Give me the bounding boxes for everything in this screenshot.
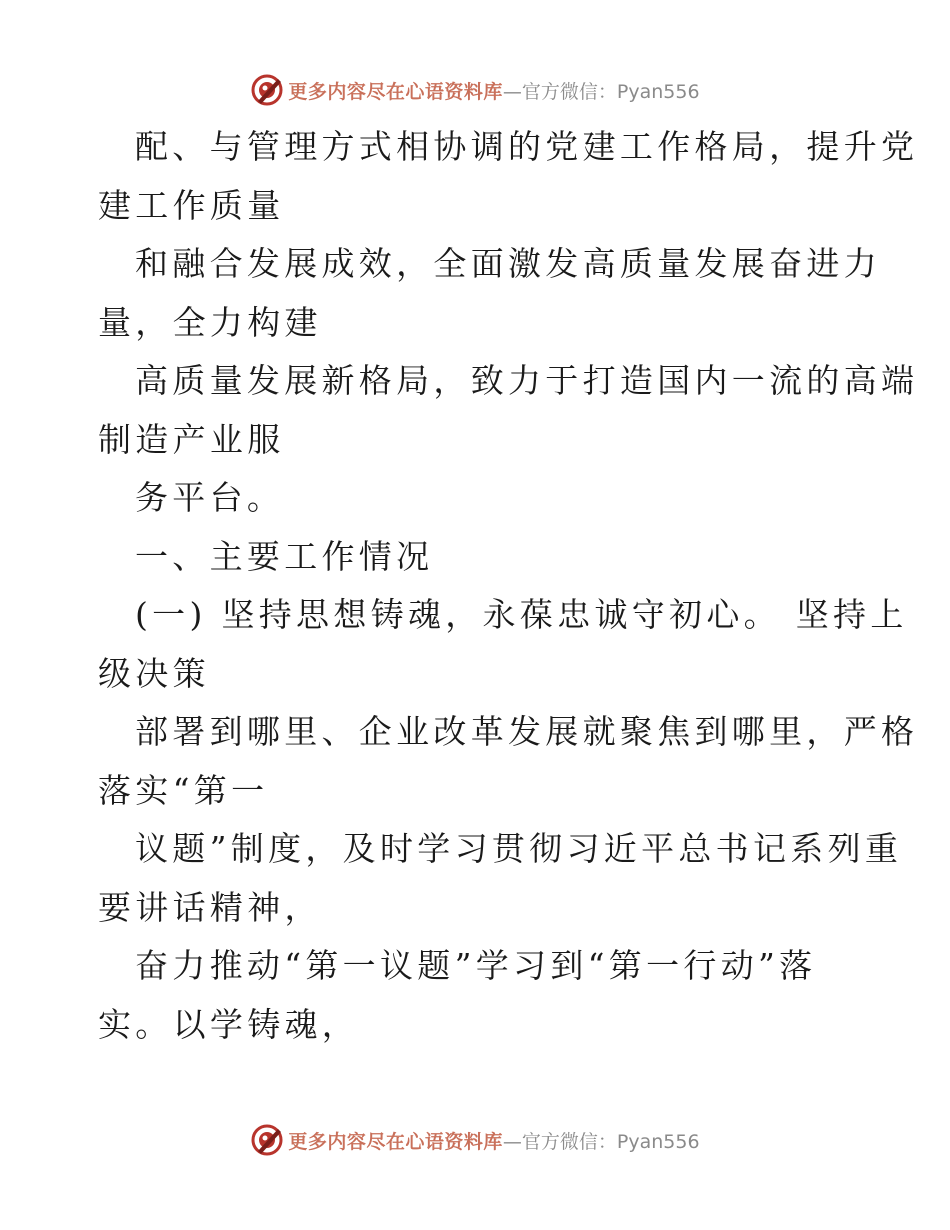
banner-brand-text: 更多内容尽在心语资料库 [288,80,503,103]
banner-wechat-text: —官方微信：Pyan556 [502,1130,700,1153]
text-line: 落实“第一 [98,770,269,810]
text-line: 奋力推动“第一议题”学习到“第一行动”落 [135,946,817,985]
footer-banner [0,1120,950,1160]
text-line: 实。以学铸魂， [98,1004,360,1044]
text-line: 高质量发展新格局，致力于打造国内一流的高端 [135,361,919,400]
text-line: 要讲话精神， [98,887,322,927]
banner-brand-text: 更多内容尽在心语资料库 [288,1130,503,1153]
text-line: 一、主要工作情况 [135,536,434,576]
text-line: 配、与管理方式相协调的党建工作格局，提升党 [135,127,919,166]
text-line: (一) 坚持思想铸魂，永葆忠诚守初心。 坚持上 [135,595,908,634]
pen-seal-logo-icon [250,73,284,107]
header-banner [0,70,950,110]
pen-seal-logo-icon [250,1123,284,1157]
text-line: 务平台。 [135,478,285,517]
text-line: 制造产业服 [98,419,285,459]
text-line: 和融合发展成效，全面激发高质量发展奋进力 [135,244,881,283]
text-line: 部署到哪里、企业改革发展就聚焦到哪里，严格 [135,712,919,751]
text-line: 级决策 [98,653,210,693]
document-body [98,118,919,1054]
text-line: 量，全力构建 [98,302,322,342]
text-line: 议题”制度，及时学习贯彻习近平总书记系列重 [135,829,903,868]
banner-wechat-text: —官方微信：Pyan556 [502,80,700,103]
text-line: 建工作质量 [98,185,285,225]
